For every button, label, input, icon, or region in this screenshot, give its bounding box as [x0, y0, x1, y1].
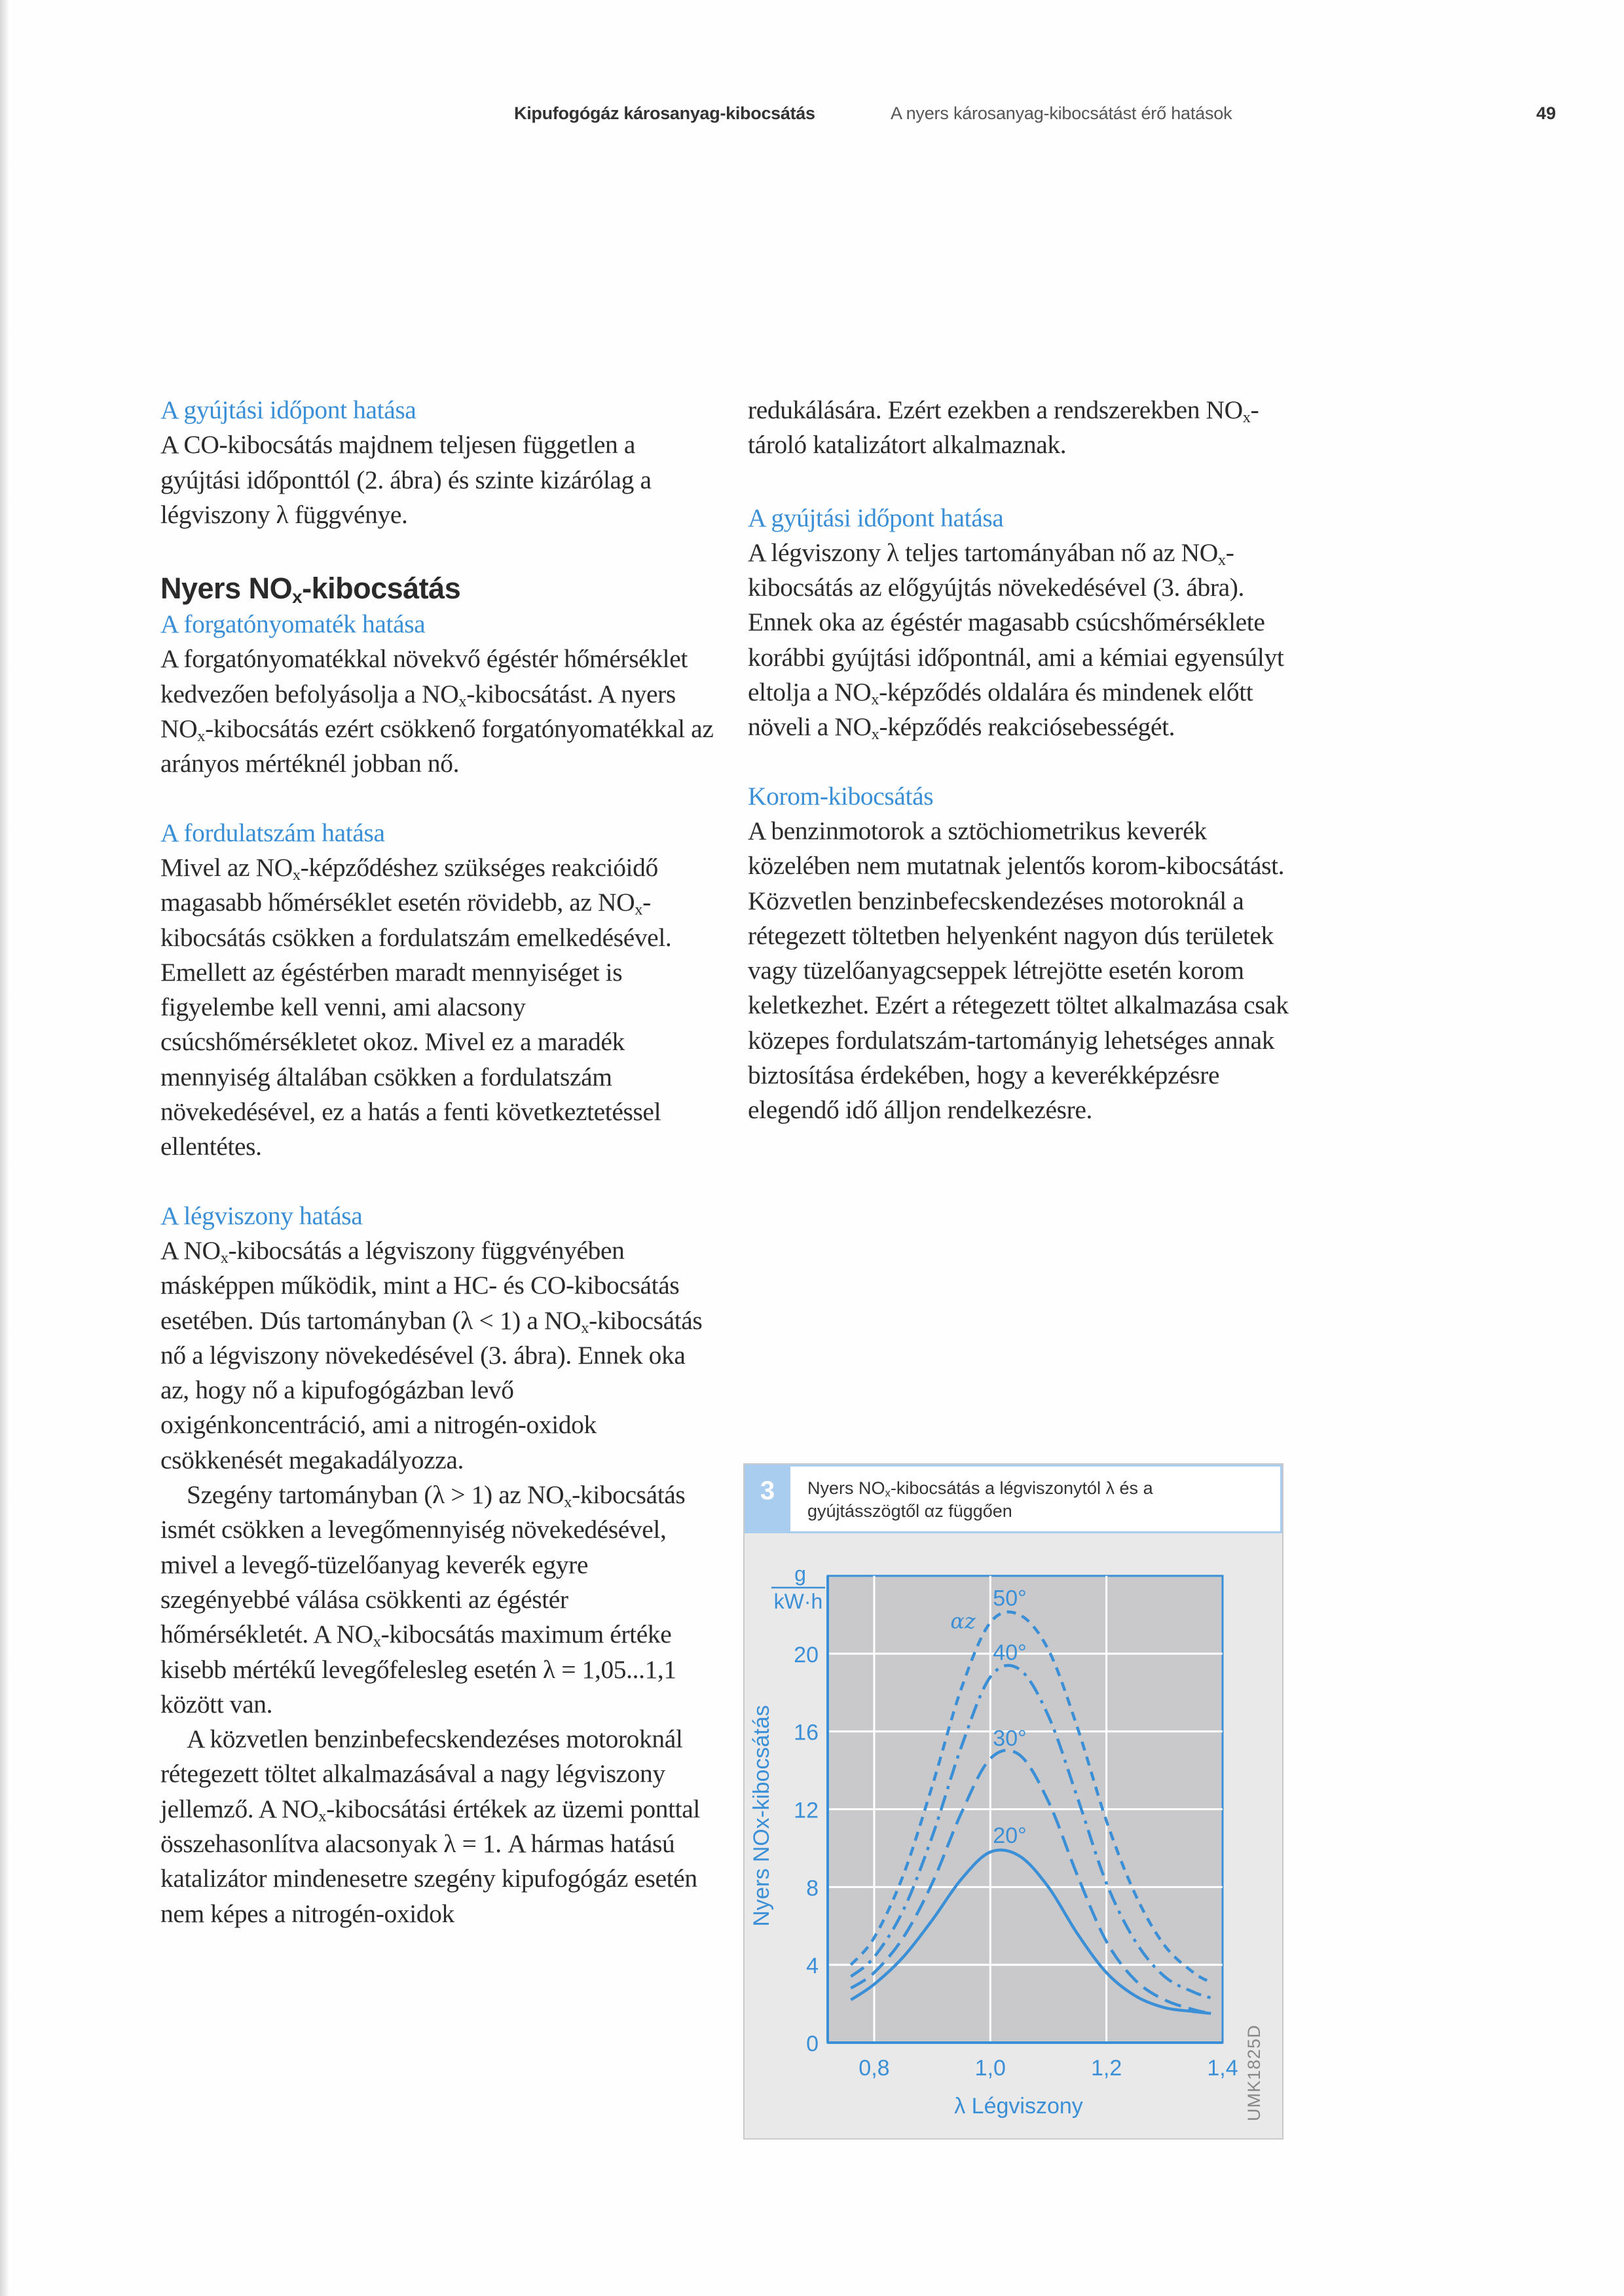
- subheading-air-ratio: A légviszony hatása: [160, 1201, 363, 1230]
- y-tick-label: 12: [794, 1798, 819, 1823]
- chapter-title: Kipufogógáz károsanyag-kibocsátás: [514, 103, 815, 123]
- subheading-engine-speed: A fordulatszám hatása: [160, 818, 385, 847]
- right-column: [748, 393, 1304, 1128]
- x-tick-label: 0,8: [858, 2056, 890, 2081]
- paragraph-air-ratio-1: A $NO_x$-kibocsátás a légviszony függvényében másképpen működik, mint a HC- és CO-kibocsátás esetében. Dús tartományban (λ < 1) a $NO_x$-kibocsátás nő a légviszony növekedésével (3. ábra). Ennek oka az, hogy nő a kipufogógázban levő oxigénkoncentráció, ami a nitrogén-oxidok csökkenését megakadályozza.: [160, 1235, 703, 1474]
- x-tick-label: 1,0: [974, 2056, 1006, 2081]
- subheading-ignition-timing-nox: A gyújtási időpont hatása: [748, 503, 1004, 532]
- y-axis-label: Nyers NOx-kibocsátás: [749, 1705, 774, 1927]
- caption-line-1: Nyers $NO_x$-kibocsátás a légviszonytól λ és a: [807, 1478, 1153, 1500]
- y-tick-label: 4: [806, 1954, 819, 1979]
- caption-line-2: gyújtásszögtől αz függően: [807, 1501, 1012, 1521]
- subheading-torque: A forgatónyomaték hatása: [160, 610, 426, 639]
- paragraph-air-ratio-2: Szegény tartományban (λ > 1) az $NO_x$-kibocsátás ismét csökken a levegőmennyiség növekedésével, mivel a levegő-tüzelőanyag keverék egyre szegényebbé válása csökkenti az égéstér hőmérsékletét. A $NO_x$-kibocsátás maximum értéke kisebb mértékű levegőfelesleg esetén λ = 1,05...1,1 között van.: [160, 1480, 686, 1719]
- y-tick-label: 16: [794, 1720, 819, 1745]
- paragraph-engine-speed: Mivel az $NO_x$-képződéshez szükséges reakcióidő magasabb hőmérséklet esetén rövidebb, az $NO_x$-kibocsátás csökken a fordulatszám emelkedésével. Emellett az égéstérben maradt mennyiséget is figyelembe kell venni, ami alacsony csúcshőmérsékletet okoz. Mivel ez a maradék mennyiség általában csökken a fordulatszám növekedésével, ez a hatás a fenti következtetéssel ellentétes.: [160, 852, 672, 1161]
- figure-number-badge: 3: [745, 1465, 790, 1533]
- left-column: [160, 393, 717, 1931]
- scan-edge: [0, 0, 9, 2296]
- y-tick-label: 0: [806, 2032, 819, 2056]
- curve-label: 40°: [993, 1640, 1027, 1666]
- paragraph-soot: A benzinmotorok a sztöchiometrikus keverék közelében nem mutatnak jelentős korom-kibocsátást. Közvetlen benzinbefecskendezéses motoroknál a rétegezett töltetben helyenként nagyon dús területek vagy tüzelőanyagcseppek létrejötte esetén korom keletkezhet. Ezért a rétegezett töltet alkalmazása csak közepes fordulatszám-tartományig lehetséges annak biztosítása érdekében, hogy a keverékképzésre elegendő idő álljon rendelkezésre.: [748, 816, 1289, 1125]
- y-tick-label: 8: [806, 1876, 819, 1901]
- section-heading-nox: Nyers $NO_x$-kibocsátás: [160, 572, 461, 608]
- running-head: [0, 103, 1624, 130]
- y-unit-numerator: g: [794, 1562, 806, 1586]
- paragraph-ignition-nox: A légviszony λ teljes tartományában nő az $NO_x$-kibocsátás az előgyújtás növekedésével (3. ábra). Ennek oka az égéstér magasabb csúcshőmérséklete korábbi gyújtási időpontnál, ami a kémiai egyensúlyt eltolja a $NO_x$-képződés oldalára és mindenek előtt növeli a $NO_x$-képződés reakciósebességét.: [748, 538, 1284, 744]
- x-tick-label: 1,2: [1091, 2056, 1122, 2081]
- paragraph-air-ratio-3: A közvetlen benzinbefecskendezéses motoroknál rétegezett töltet alkalmazásával a nagy légviszony jellemző. A $NO_x$-kibocsátási értékek az üzemi ponttal összehasonlítva alacsonyak λ = 1. A hármas hatású katalizátor mindenesetre szegény kipufogógáz esetén nem képes a nitrogén-oxidok: [160, 1724, 700, 1928]
- page-number: 49: [1536, 103, 1557, 123]
- y-unit-denominator: kW·h: [773, 1590, 823, 1613]
- subheading-ignition-timing: A gyújtási időpont hatása: [160, 395, 416, 424]
- x-axis-label: λ Légviszony: [954, 2094, 1083, 2119]
- curve-label: 30°: [993, 1726, 1027, 1751]
- figure-3: [743, 1463, 1283, 2140]
- section-title: A nyers károsanyag-kibocsátást érő hatások: [891, 103, 1232, 123]
- nox-chart: [745, 1465, 1285, 2141]
- paragraph-torque: A forgatónyomatékkal növekvő égéstér hőmérséklet kedvezően befolyásolja a $NO_x$-kibocsátást. A nyers $NO_x$-kibocsátás ezért csökkenő forgatónyomatékkal az arányos mértéknél jobban nő.: [160, 644, 714, 778]
- legend-title-alpha-z: αz: [950, 1609, 976, 1634]
- figure-code: UMK1825D: [1244, 2024, 1264, 2121]
- curve-label: 20°: [993, 1823, 1027, 1848]
- x-tick-label: 1,4: [1207, 2056, 1238, 2081]
- paragraph-co-ignition: A CO-kibocsátás majdnem teljesen független a gyújtási időponttól (2. ábra) és szinte kizárólag a légviszony λ függvénye.: [160, 430, 652, 529]
- subheading-soot: Korom-kibocsátás: [748, 781, 934, 811]
- curve-label: 50°: [993, 1586, 1027, 1611]
- paragraph-continuation: redukálására. Ezért ezekben a rendszerekben $NO_x$-tároló katalizátort alkalmaznak.: [748, 395, 1259, 460]
- y-tick-label: 20: [794, 1642, 819, 1667]
